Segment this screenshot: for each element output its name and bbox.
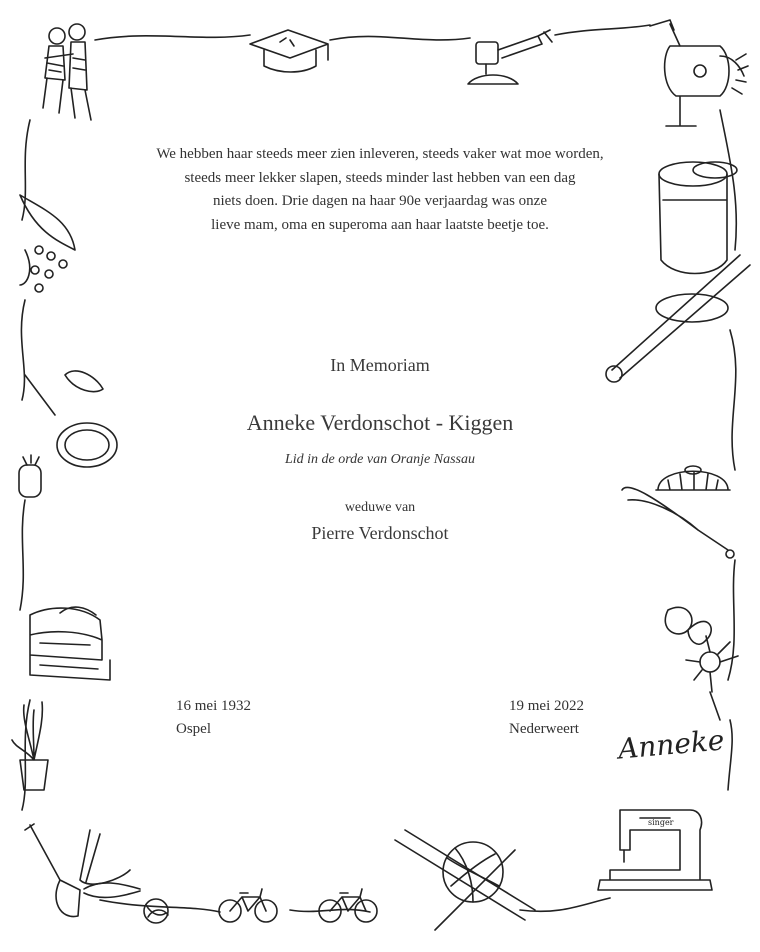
meat-grinder-icon <box>650 20 748 126</box>
books-icon <box>30 607 110 680</box>
sewing-machine-icon <box>598 810 712 890</box>
birth-block <box>176 695 251 741</box>
tool-clamp-icon <box>468 30 552 84</box>
birth-date: 16 mei 1932 <box>176 698 251 714</box>
heading: In Memoriam <box>330 355 430 375</box>
birth-place: Ospel <box>176 721 211 737</box>
handwritten-signature: Anneke <box>616 723 726 766</box>
death-block <box>509 695 584 741</box>
bicycles-icon <box>219 889 377 922</box>
intro-paragraph <box>0 143 760 237</box>
svg-text:singer: singer <box>648 818 674 827</box>
potted-plant-icon <box>12 702 48 790</box>
death-date: 19 mei 2022 <box>509 698 584 714</box>
dancing-couple-icon <box>43 24 91 120</box>
intro-line: steeds meer lekker slapen, steeds minder last hebben van een dag <box>184 169 576 186</box>
death-place: Nederweert <box>509 721 579 737</box>
butterfly-flower-icon <box>665 607 738 720</box>
honour-line: Lid in de orde van Oranje Nassau <box>284 452 476 467</box>
scissors-yarn-icon <box>84 883 168 923</box>
partner-name: Pierre Verdonschot <box>311 523 449 543</box>
relation-label: weduwe van <box>344 500 416 515</box>
knitting-icon <box>395 830 535 930</box>
graduation-cap-icon <box>250 30 328 72</box>
intro-line: lieve mam, oma en superoma aan haar laatste beetje toe. <box>211 216 549 233</box>
intro-line: We hebben haar steeds meer zien inleveren, steeds vaker wat moe worden, <box>156 146 604 162</box>
deceased-name: Anneke Verdonschot - Kiggen <box>246 410 514 435</box>
intro-line: niets doen. Drie dagen na haar 90e verjaardag was onze <box>212 193 547 209</box>
